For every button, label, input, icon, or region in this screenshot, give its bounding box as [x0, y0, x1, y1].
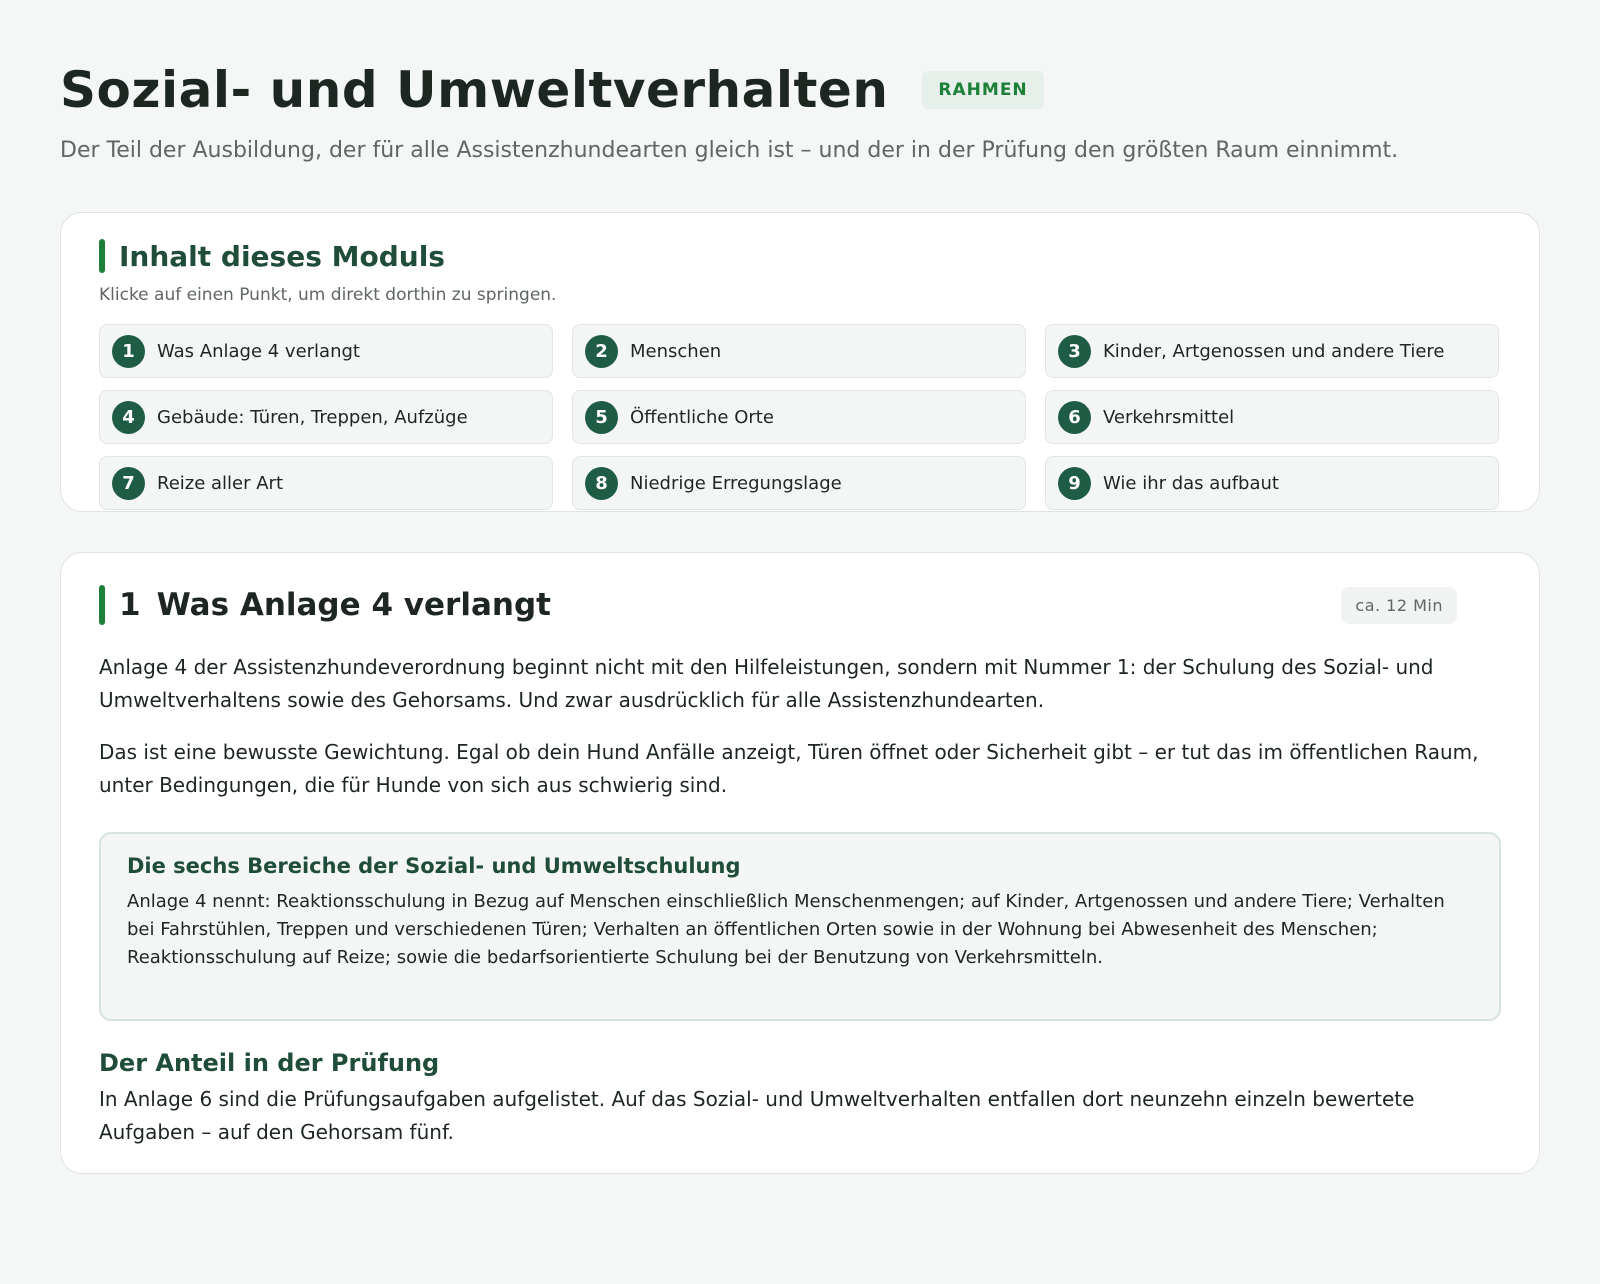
toc-number-badge: 2 — [585, 335, 618, 368]
toc-number-badge: 7 — [112, 467, 145, 500]
toc-item-5[interactable] — [572, 390, 1026, 444]
toc-item-4[interactable] — [99, 390, 553, 444]
toc-item-label: Wie ihr das aufbaut — [1103, 472, 1279, 494]
section-card-1 — [60, 552, 1540, 1174]
toc-number-badge: 4 — [112, 401, 145, 434]
accent-bar — [99, 585, 105, 625]
info-box — [99, 832, 1501, 1021]
toc-title: Inhalt dieses Moduls — [119, 239, 445, 273]
toc-hint: Klicke auf einen Punkt, um direkt dorthin zu springen. — [99, 285, 557, 305]
toc-item-label: Gebäude: Türen, Treppen, Aufzüge — [157, 406, 468, 428]
toc-item-8[interactable] — [572, 456, 1026, 510]
section-paragraph: In Anlage 6 sind die Prüfungsaufgaben aufgelistet. Auf das Sozial- und Umweltverhalten entfallen dort neunzehn einzeln bewertete Aufgaben – auf den Gehorsam fünf. — [99, 1087, 1415, 1144]
toc-item-label: Kinder, Artgenossen und andere Tiere — [1103, 340, 1445, 362]
toc-item-label: Menschen — [630, 340, 722, 362]
category-badge: RAHMEN — [922, 71, 1043, 109]
section-paragraph: Anlage 4 der Assistenzhundeverordnung beginnt nicht mit den Hilfeleistungen, sondern mit Nummer 1: der Schulung des Sozial- und Umweltverhaltens sowie des Gehorsams. Und zwar ausdrücklich für alle Assistenzhundearten. — [99, 655, 1434, 712]
section-paragraph: Das ist eine bewusste Gewichtung. Egal ob dein Hund Anfälle anzeigt, Türen öffnet oder Sicherheit gibt – er tut das im öffentlichen Raum, unter Bedingungen, die für Hunde von sich aus schwierig sind. — [99, 740, 1479, 797]
section-title — [119, 587, 551, 623]
info-box-title: Die sechs Bereiche der Sozial- und Umweltschulung — [127, 854, 741, 878]
toc-item-label: Verkehrsmittel — [1103, 406, 1235, 428]
toc-item-9[interactable] — [1045, 456, 1499, 510]
accent-bar — [99, 239, 105, 273]
toc-number-badge: 8 — [585, 467, 618, 500]
reading-time-pill: ca. 12 Min — [1341, 587, 1457, 624]
toc-item-label: Niedrige Erregungslage — [630, 472, 842, 494]
toc-item-label: Öffentliche Orte — [630, 406, 774, 428]
page-subtitle: Der Teil der Ausbildung, der für alle Assistenzhundearten gleich ist – und der in der Prüfung den größten Raum einnimmt. — [60, 138, 1399, 163]
toc-number-badge: 3 — [1058, 335, 1091, 368]
toc-item-6[interactable] — [1045, 390, 1499, 444]
section-title-text: Was Anlage 4 verlangt — [156, 587, 551, 623]
page-title: Sozial- und Umweltverhalten — [60, 61, 889, 119]
info-box-text: Anlage 4 nennt: Reaktionsschulung in Bezug auf Menschen einschließlich Menschenmengen; auf Kinder, Artgenossen und andere Tiere; Verhalten bei Fahrstühlen, Treppen und verschiedenen Türen; Verhalten an öffentlichen Orten sowie in der Wohnung bei Abwesenheit des Menschen; Reaktionsschulung auf Reize; sowie die bedarfsorientierte Schulung bei der Benutzung von Verkehrsmitteln. — [127, 891, 1445, 968]
section-number: 1 — [119, 587, 141, 623]
toc-number-badge: 5 — [585, 401, 618, 434]
section-header — [99, 585, 1501, 625]
toc-number-badge: 9 — [1058, 467, 1091, 500]
toc-number-badge: 1 — [112, 335, 145, 368]
toc-item-label: Was Anlage 4 verlangt — [157, 340, 360, 362]
toc-card — [60, 212, 1540, 512]
subsection-title: Der Anteil in der Prüfung — [99, 1049, 440, 1077]
toc-item-2[interactable] — [572, 324, 1026, 378]
title-row — [60, 56, 1540, 124]
toc-grid — [99, 324, 1501, 510]
toc-header — [99, 239, 1501, 273]
toc-item-label: Reize aller Art — [157, 472, 284, 494]
toc-item-1[interactable] — [99, 324, 553, 378]
toc-item-3[interactable] — [1045, 324, 1499, 378]
toc-number-badge: 6 — [1058, 401, 1091, 434]
toc-item-7[interactable] — [99, 456, 553, 510]
